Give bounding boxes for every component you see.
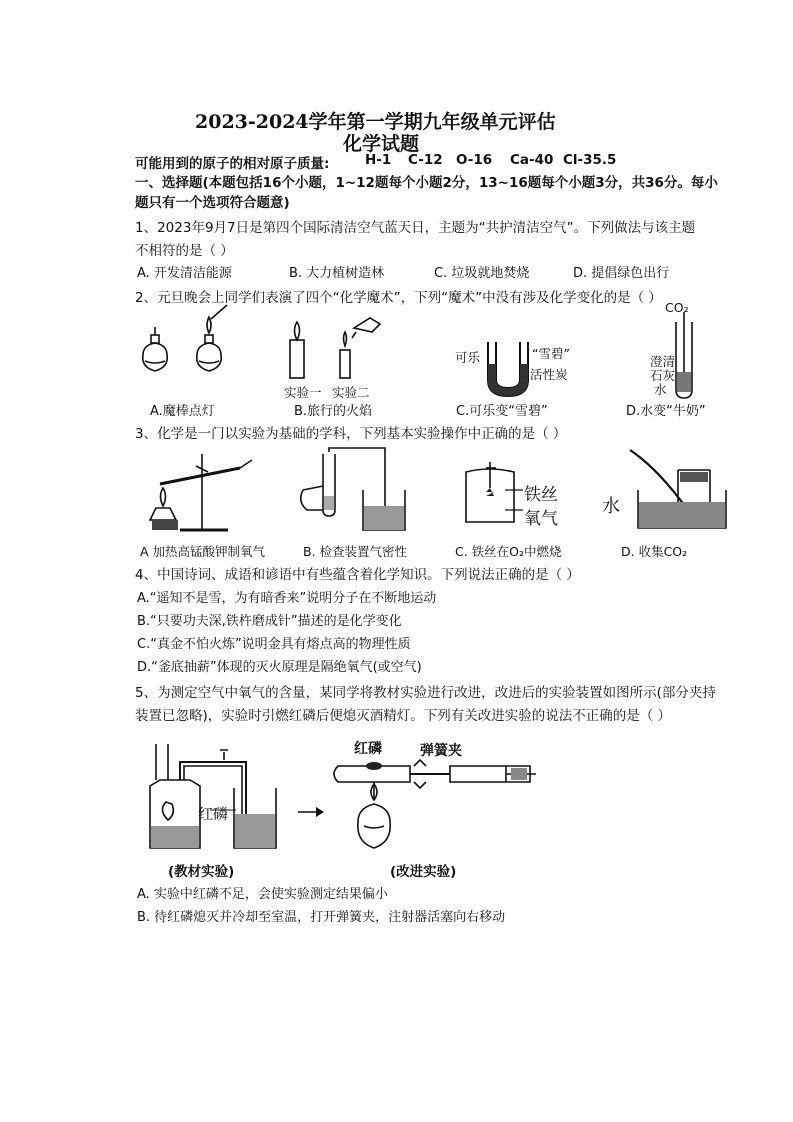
q4-option-c: C.“真金不怕火炼”说明金具有熔点高的物理性质 [137, 637, 411, 652]
atomic-mass-o: O-16 [456, 152, 493, 168]
q3-label-water: 水 [602, 496, 620, 517]
q4-option-b: B.“只要功夫深,铁杵磨成针”描述的是化学变化 [137, 614, 402, 629]
q5-label-spring-clamp: 弹簧夹 [420, 743, 462, 759]
section1-heading-line2: 题只有一个选项符合题意) [135, 195, 290, 211]
q2-option-c: C.可乐变“雪碧” [456, 404, 548, 419]
q2-label-limewater-1: 澄清 [650, 354, 676, 369]
q1-stem-line1: 1、2023年9月7日是第四个国际清洁空气蓝天日，主题为“共护清洁空气”。下列做法与该主题 [135, 220, 696, 236]
atomic-mass-ca: Ca-40 [510, 152, 554, 168]
q3-option-d: D. 收集CO₂ [621, 544, 688, 559]
q3-option-a: A 加热高锰酸钾制氧气 [140, 544, 266, 559]
q2-label-co2: CO₂ [665, 300, 689, 315]
q2-label-limewater-3: 水 [654, 382, 667, 397]
q3-option-b: B. 检查装置气密性 [303, 544, 408, 559]
q2-option-a: A.魔棒点灯 [150, 404, 215, 419]
q1-stem-line2: 不相符的是（ ） [135, 243, 234, 259]
q2-figure-test-tube [670, 312, 710, 402]
q2-label-activated-carbon: 活性炭 [530, 367, 568, 382]
q5-option-a: A. 实验中红磷不足，会使实验测定结果偏小 [137, 887, 388, 902]
exam-title-line1: 2023-2024学年第一学期九年级单元评估 [195, 111, 556, 133]
q5-stem-line1: 5、为测定空气中氧气的含量，某同学将教材实验进行改进，改进后的实验装置如图所示(部分夹持 [135, 685, 716, 701]
q2-figure-magic-wand-lamps [135, 305, 245, 395]
atomic-mass-label: 可能用到的原子的相对原子质量: [135, 156, 330, 172]
q3-figure-collect-co2 [630, 450, 730, 530]
atomic-mass-h: H-1 [365, 152, 392, 168]
q4-option-a: A.“遥知不是雪，为有暗香来”说明分子在不断地运动 [137, 591, 437, 606]
q3-figure-label-lines [505, 488, 525, 514]
q3-option-c: C. 铁丝在O₂中燃烧 [455, 544, 562, 559]
q1-option-a: A. 开发清洁能源 [137, 266, 232, 281]
q3-label-oxygen: 氧气 [524, 509, 558, 529]
q2-label-exp1: 实验一 [284, 385, 322, 400]
arrow-right-icon [298, 806, 324, 818]
q3-label-iron-wire: 铁丝 [524, 485, 558, 505]
q2-figure-u-tube [484, 338, 532, 400]
q5-option-b: B. 待红磷熄灭并冷却至室温，打开弹簧夹，注射器活塞向右移动 [137, 910, 506, 925]
section1-heading-line1: 一、选择题(本题包括16个小题，1~12题每个小题2分，13~16题每个小题3分，共36分。每小 [135, 175, 718, 191]
q2-stem: 2、元旦晚会上同学们表演了四个“化学魔术”，下列“魔术”中没有涉及化学变化的是（ ） [135, 290, 662, 306]
q5-label-red-phosphorus-right: 红磷 [354, 741, 382, 757]
q2-label-limewater-2: 石灰 [650, 368, 676, 383]
atomic-mass-cl: Cl-35.5 [563, 152, 617, 168]
q5-figure-improved-apparatus [330, 756, 536, 856]
q5-figure-textbook-apparatus [140, 740, 290, 852]
q2-option-d: D.水变“牛奶” [626, 404, 706, 419]
q1-option-c: C. 垃圾就地焚烧 [434, 266, 530, 281]
q2-label-exp2: 实验二 [332, 385, 370, 400]
q2-label-xuebi: “雪碧” [532, 346, 570, 361]
q5-caption-improved: (改进实验) [390, 864, 457, 880]
q2-label-cola: 可乐 [455, 350, 481, 365]
q1-option-b: B. 大力植树造林 [289, 266, 385, 281]
q3-figure-airtightness-check [293, 450, 413, 534]
q4-option-d: D.“釜底抽薪”体现的灭火原理是隔绝氧气(或空气) [137, 660, 422, 675]
q3-figure-heating-kmno4 [140, 450, 260, 534]
q5-caption-textbook: (教材实验) [168, 864, 235, 880]
q2-option-b: B.旅行的火焰 [294, 404, 373, 419]
q4-stem: 4、中国诗词、成语和谚语中有些蕴含着化学知识。下列说法正确的是（ ） [135, 567, 580, 583]
exam-title-line2: 化学试题 [343, 133, 420, 155]
q5-stem-line2: 装置已忽略)，实验时引燃红磷后便熄灭酒精灯。下列有关改进实验的说法不正确的是（ ） [135, 708, 672, 724]
atomic-mass-c: C-12 [408, 152, 443, 168]
q3-stem: 3、化学是一门以实验为基础的学科，下列基本实验操作中正确的是（ ） [135, 426, 567, 442]
q5-label-red-phosphorus-left: 红磷 [198, 805, 229, 823]
q1-option-d: D. 提倡绿色出行 [573, 266, 670, 281]
